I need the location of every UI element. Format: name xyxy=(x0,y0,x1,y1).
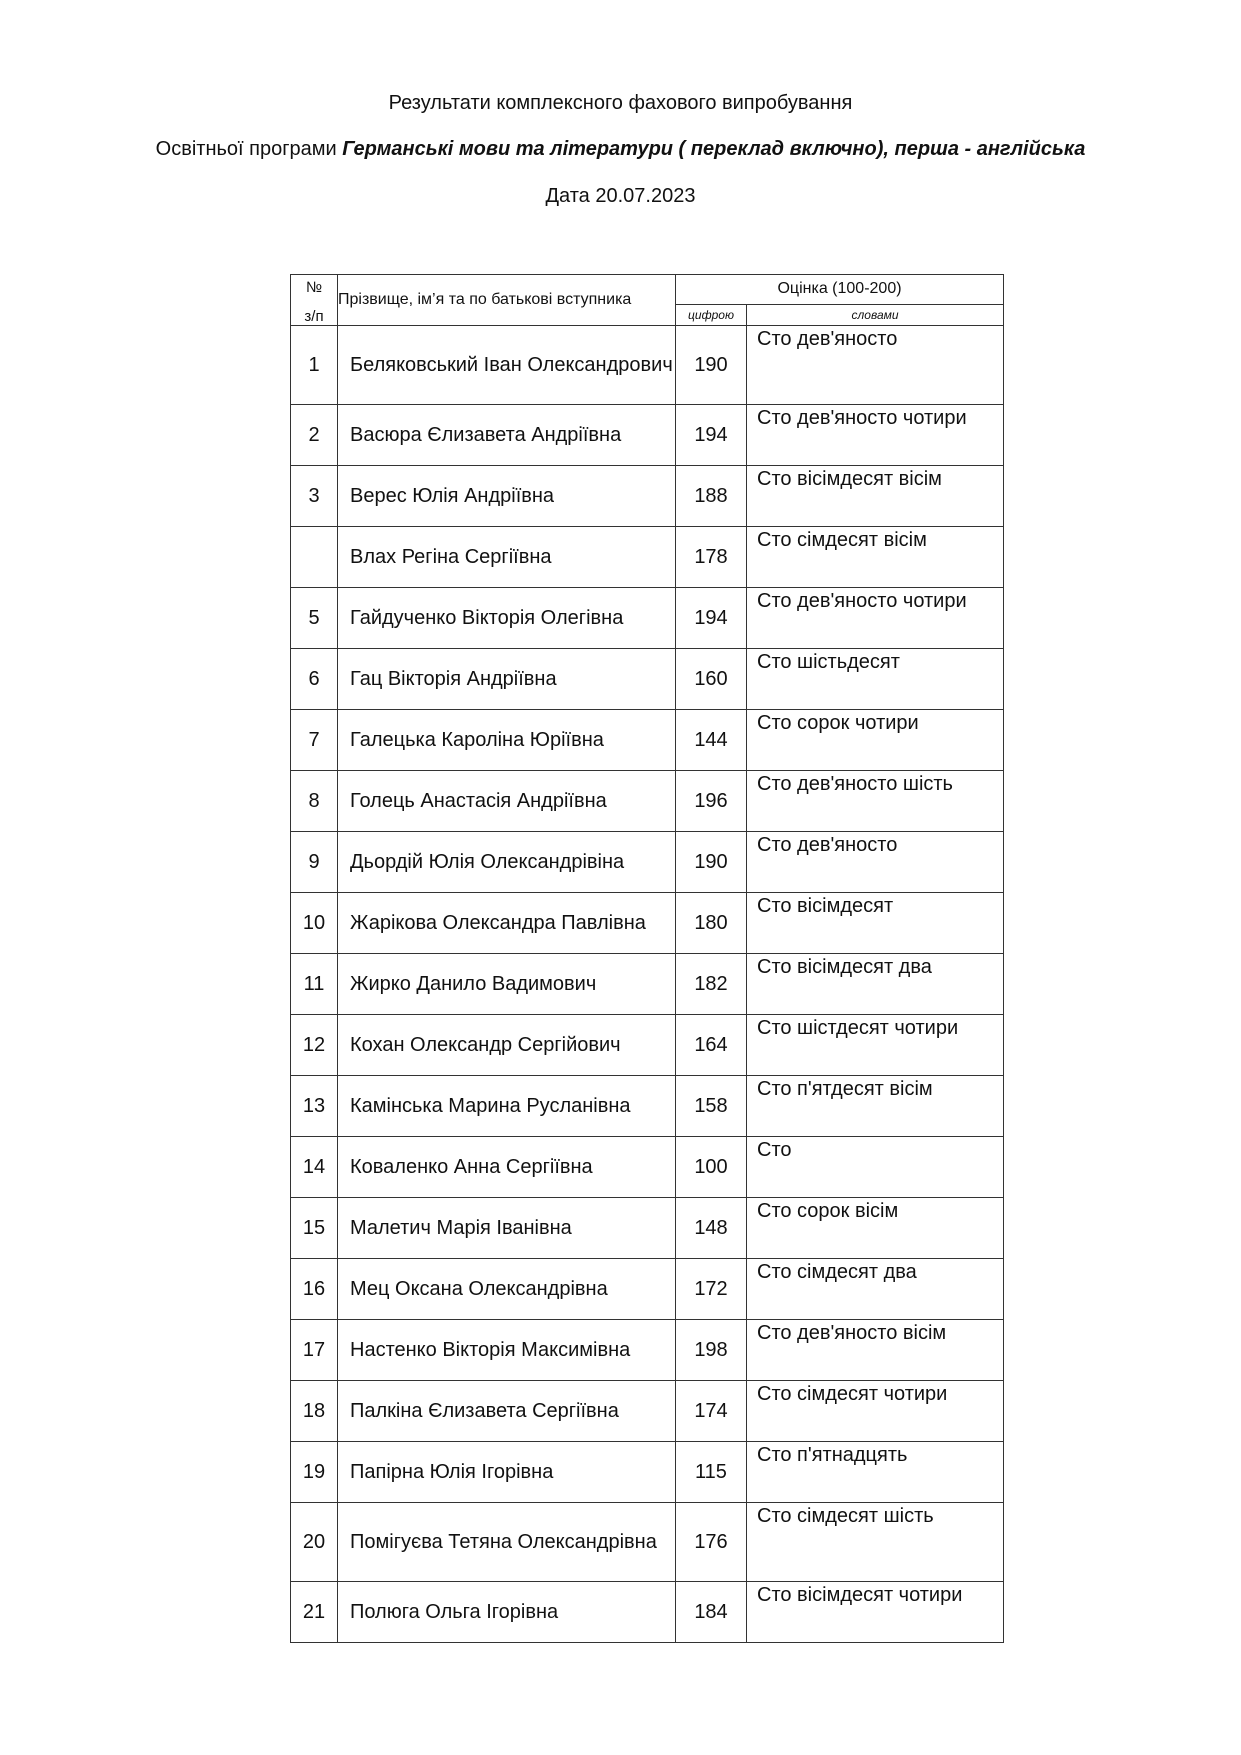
row-full-name: Кохан Олександр Сергійович xyxy=(338,1015,676,1076)
row-score-words: Сто сімдесят шість xyxy=(747,1503,1004,1582)
row-score-digits: 115 xyxy=(676,1442,747,1503)
table-row xyxy=(291,893,1004,954)
row-full-name: Гац Вікторія Андріївна xyxy=(338,649,676,710)
table-row xyxy=(291,1198,1004,1259)
row-number: 9 xyxy=(291,832,338,893)
row-full-name: Коваленко Анна Сергіївна xyxy=(338,1137,676,1198)
row-score-digits: 148 xyxy=(676,1198,747,1259)
row-score-words: Сто дев'яносто вісім xyxy=(747,1320,1004,1381)
row-score-digits: 184 xyxy=(676,1582,747,1643)
row-full-name: Жирко Данило Вадимович xyxy=(338,954,676,1015)
row-score-digits: 100 xyxy=(676,1137,747,1198)
row-number xyxy=(291,527,338,588)
row-score-digits: 174 xyxy=(676,1381,747,1442)
row-score-digits: 198 xyxy=(676,1320,747,1381)
row-number: 7 xyxy=(291,710,338,771)
table-body xyxy=(291,326,1004,1643)
row-number: 20 xyxy=(291,1503,338,1582)
row-score-digits: 194 xyxy=(676,405,747,466)
row-number: 13 xyxy=(291,1076,338,1137)
row-score-digits: 164 xyxy=(676,1015,747,1076)
table-row xyxy=(291,954,1004,1015)
row-full-name: Полюга Ольга Ігорівна xyxy=(338,1582,676,1643)
table-row xyxy=(291,1503,1004,1582)
row-full-name: Палкіна Єлизавета Сергіївна xyxy=(338,1381,676,1442)
table-row xyxy=(291,1582,1004,1643)
header-grade-digits: цифрою xyxy=(676,304,747,325)
table-row xyxy=(291,771,1004,832)
row-score-words: Сто дев'яносто чотири xyxy=(747,405,1004,466)
row-score-words: Сто вісімдесят два xyxy=(747,954,1004,1015)
program-prefix: Освітньої програми xyxy=(155,138,343,160)
row-number: 2 xyxy=(291,405,338,466)
row-number: 10 xyxy=(291,893,338,954)
row-full-name: Влах Регіна Сергіївна xyxy=(338,527,676,588)
row-score-words: Сто п'ятнадцять xyxy=(747,1442,1004,1503)
row-full-name: Дьордій Юлія Олександрівіна xyxy=(338,832,676,893)
table-row xyxy=(291,1259,1004,1320)
header-grade-words: словами xyxy=(747,304,1004,325)
exam-date: Дата 20.07.2023 xyxy=(545,185,696,207)
row-number: 8 xyxy=(291,771,338,832)
row-score-words: Сто дев'яносто шість xyxy=(747,771,1004,832)
row-full-name: Верес Юлія Андріївна xyxy=(338,466,676,527)
row-number: 11 xyxy=(291,954,338,1015)
row-score-words: Сто шістьдесят xyxy=(747,649,1004,710)
row-number: 1 xyxy=(291,326,338,405)
row-score-words: Сто шістдесят чотири xyxy=(747,1015,1004,1076)
row-score-digits: 144 xyxy=(676,710,747,771)
row-full-name: Голець Анастасія Андріївна xyxy=(338,771,676,832)
row-number: 5 xyxy=(291,588,338,649)
row-score-digits: 178 xyxy=(676,527,747,588)
row-full-name: Жарікова Олександра Павлівна xyxy=(338,893,676,954)
row-score-digits: 188 xyxy=(676,466,747,527)
row-number: 21 xyxy=(291,1582,338,1643)
row-score-digits: 176 xyxy=(676,1503,747,1582)
row-score-digits: 190 xyxy=(676,326,747,405)
row-score-digits: 160 xyxy=(676,649,747,710)
table-row xyxy=(291,1320,1004,1381)
row-score-words: Сто сорок вісім xyxy=(747,1198,1004,1259)
table-row xyxy=(291,649,1004,710)
row-full-name: Камінська Марина Русланівна xyxy=(338,1076,676,1137)
table-row xyxy=(291,1015,1004,1076)
row-score-words: Сто xyxy=(747,1137,1004,1198)
row-number: 17 xyxy=(291,1320,338,1381)
table-row xyxy=(291,588,1004,649)
row-score-words: Сто сімдесят вісім xyxy=(747,527,1004,588)
table-row xyxy=(291,1442,1004,1503)
header-number-abbr: з/п xyxy=(304,308,324,325)
row-full-name: Настенко Вікторія Максимівна xyxy=(338,1320,676,1381)
row-number: 6 xyxy=(291,649,338,710)
row-number: 16 xyxy=(291,1259,338,1320)
table-row xyxy=(291,466,1004,527)
row-score-words: Сто сімдесят чотири xyxy=(747,1381,1004,1442)
table-row xyxy=(291,326,1004,405)
row-score-words: Сто сорок чотири xyxy=(747,710,1004,771)
row-score-digits: 182 xyxy=(676,954,747,1015)
header-number xyxy=(291,275,338,326)
document-title: Результати комплексного фахового випробування xyxy=(388,92,853,114)
row-score-words: Сто п'ятдесят вісім xyxy=(747,1076,1004,1137)
row-full-name: Беляковський Іван Олександрович xyxy=(338,326,676,405)
table-row xyxy=(291,1381,1004,1442)
program-name: Германські мови та літератури ( переклад включно), перша - англійська xyxy=(342,138,1086,160)
table-row xyxy=(291,832,1004,893)
header-number-sign: № xyxy=(305,279,323,296)
table-row xyxy=(291,1076,1004,1137)
row-score-digits: 194 xyxy=(676,588,747,649)
row-score-words: Сто дев'яносто чотири xyxy=(747,588,1004,649)
row-full-name: Малетич Марія Іванівна xyxy=(338,1198,676,1259)
row-score-words: Сто дев'яносто xyxy=(747,832,1004,893)
header-full-name: Прізвище, ім’я та по батькові вступника xyxy=(338,275,676,326)
row-score-digits: 180 xyxy=(676,893,747,954)
row-number: 14 xyxy=(291,1137,338,1198)
row-score-words: Сто вісімдесят xyxy=(747,893,1004,954)
table-row xyxy=(291,527,1004,588)
row-full-name: Васюра Єлизавета Андріївна xyxy=(338,405,676,466)
row-number: 12 xyxy=(291,1015,338,1076)
program-line xyxy=(0,138,1241,161)
row-full-name: Помігуєва Тетяна Олександрівна xyxy=(338,1503,676,1582)
row-score-digits: 172 xyxy=(676,1259,747,1320)
row-full-name: Гайдученко Вікторія Олегівна xyxy=(338,588,676,649)
row-score-words: Сто дев'яносто xyxy=(747,326,1004,405)
row-score-words: Сто вісімдесят вісім xyxy=(747,466,1004,527)
header-grade: Оцінка (100-200) xyxy=(676,275,1004,305)
table-row xyxy=(291,710,1004,771)
row-number: 15 xyxy=(291,1198,338,1259)
row-number: 3 xyxy=(291,466,338,527)
row-score-digits: 190 xyxy=(676,832,747,893)
row-score-digits: 196 xyxy=(676,771,747,832)
row-full-name: Папірна Юлія Ігорівна xyxy=(338,1442,676,1503)
row-full-name: Галецька Кароліна Юріївна xyxy=(338,710,676,771)
row-full-name: Мец Оксана Олександрівна xyxy=(338,1259,676,1320)
row-score-words: Сто вісімдесят чотири xyxy=(747,1582,1004,1643)
row-number: 18 xyxy=(291,1381,338,1442)
row-score-digits: 158 xyxy=(676,1076,747,1137)
results-table xyxy=(290,274,1004,1643)
row-score-words: Сто сімдесят два xyxy=(747,1259,1004,1320)
table-row xyxy=(291,405,1004,466)
row-number: 19 xyxy=(291,1442,338,1503)
table-row xyxy=(291,1137,1004,1198)
